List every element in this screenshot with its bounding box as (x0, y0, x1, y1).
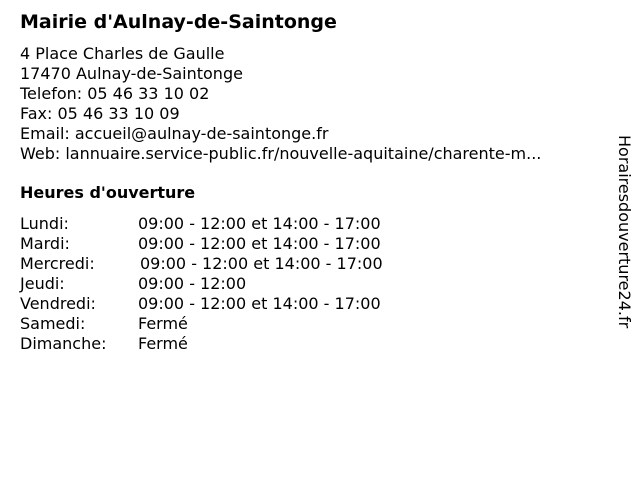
day-hours: Fermé (138, 334, 188, 353)
site-watermark: Horairesdouverture24.fr (615, 135, 634, 329)
day-label: Vendredi: (20, 294, 96, 313)
day-label: Dimanche: (20, 334, 107, 353)
day-hours: 09:00 - 12:00 et 14:00 - 17:00 (138, 214, 381, 233)
contact-info (20, 44, 541, 164)
opening-hours-heading: Heures d'ouverture (20, 183, 196, 202)
day-label: Samedi: (20, 314, 86, 333)
day-hours: Fermé (138, 314, 188, 333)
day-label: Lundi: (20, 214, 69, 233)
day-label: Jeudi: (20, 274, 65, 293)
day-label: Mardi: (20, 234, 70, 253)
fax-number: Fax: 05 46 33 10 09 (20, 104, 180, 123)
website-link[interactable]: Web: lannuaire.service-public.fr/nouvelle-aquitaine/charente-m... (20, 144, 542, 163)
phone-number: Telefon: 05 46 33 10 02 (20, 84, 210, 103)
email-address: Email: accueil@aulnay-de-saintonge.fr (20, 124, 329, 143)
day-hours: 09:00 - 12:00 et 14:00 - 17:00 (138, 294, 381, 313)
day-hours: 09:00 - 12:00 et 14:00 - 17:00 (140, 254, 383, 273)
address-city: 17470 Aulnay-de-Saintonge (20, 64, 243, 83)
page-title: Mairie d'Aulnay-de-Saintonge (20, 11, 337, 33)
day-hours: 09:00 - 12:00 (138, 274, 247, 293)
day-hours: 09:00 - 12:00 et 14:00 - 17:00 (138, 234, 381, 253)
day-label: Mercredi: (20, 254, 95, 273)
address-street: 4 Place Charles de Gaulle (20, 44, 225, 63)
